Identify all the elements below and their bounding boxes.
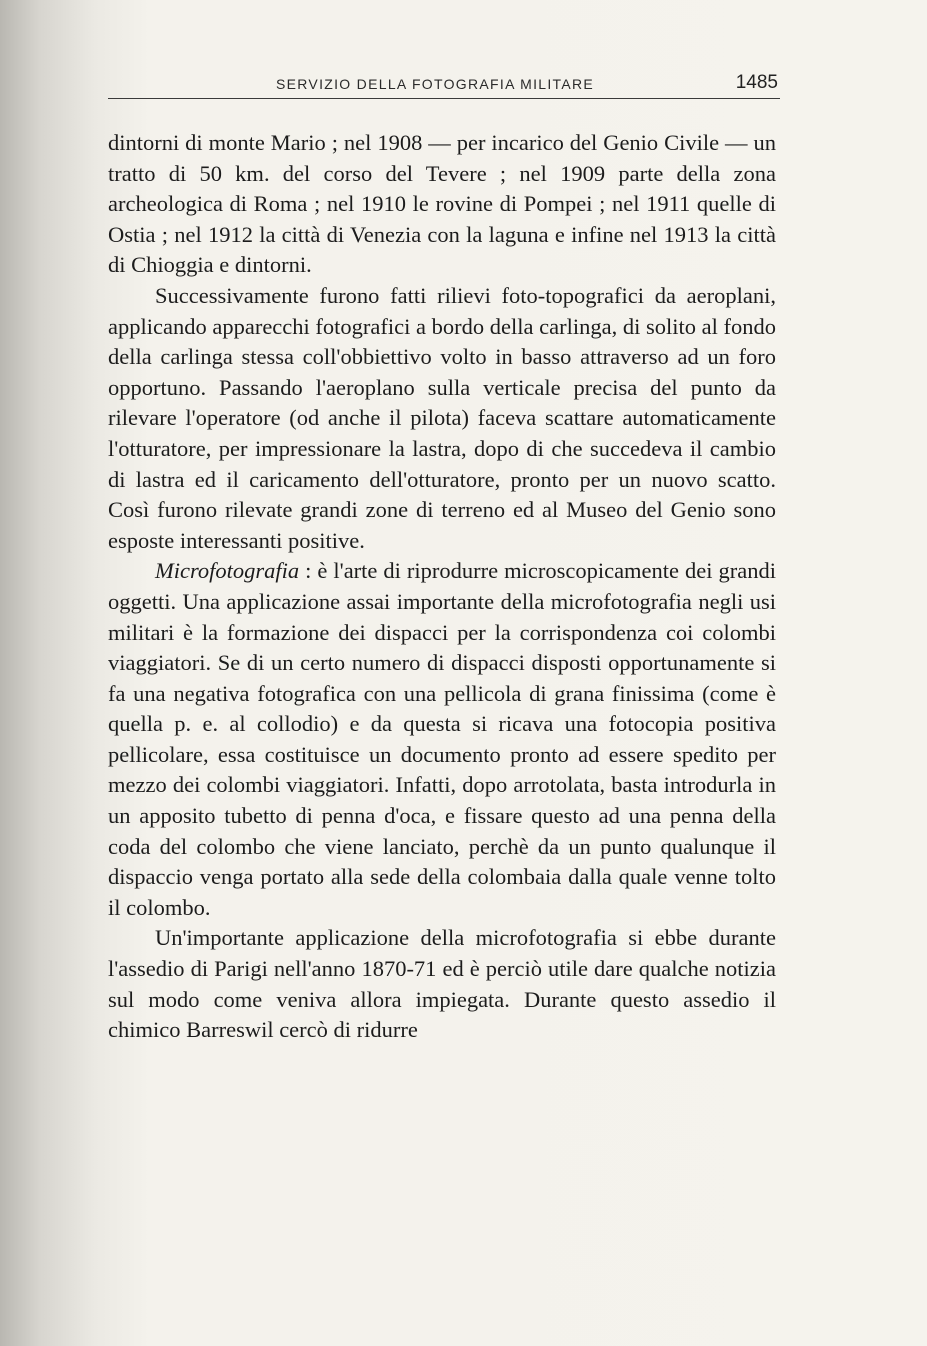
- header-rule: [108, 98, 780, 99]
- page-number: 1485: [735, 72, 778, 93]
- paragraph-1: dintorni di monte Mario ; nel 1908 — per incarico del Genio Civile — un tratto di 50 km. del corso del Tevere ; nel 1909 parte della zona archeologica di Roma ; nel 1910 le rovine di Pompei ; nel 1911 quelle di Ostia ; nel 1912 la città di Venezia con la laguna e infine nel 1913 la città di Chioggia e dintorni.: [108, 130, 776, 278]
- paragraph-3: [108, 556, 776, 923]
- page-header: [108, 72, 778, 98]
- paragraph-3-text: : è l'arte di riprodurre microscopicamente dei grandi oggetti. Una applicazione assai importante della microfotografia negli usi militari è la formazione dei dispacci per la corrispondenza coi colombi viaggiatori. Se di un certo numero di dispacci disposti opportunamente si fa una negativa fotografica con una pellicola di grana finissima (come è quella p. e. al collodio) e da questa si ricava una fotocopia positiva pellicolare, essa costituisce un documento pronto ad essere spedito per mezzo dei colombi viaggiatori. Infatti, dopo arrotolata, basta introdurla in un apposito tubetto di penna d'oca, e fissare questo ad una penna della coda del colombo che viene lanciato, perchè da un punto qualunque il dispaccio venga portato alla sede della colombaia dalla quale venne tolto il colombo.: [108, 558, 776, 920]
- paragraph-2: Successivamente furono fatti rilievi foto-topografici da aeroplani, applicando apparecchi fotografici a bordo della carlinga, di solito al fondo della carlinga stessa coll'obbiettivo volto in basso attraverso ad un foro opportuno. Passando l'aeroplano sulla verticale precisa del punto da rilevare l'operatore (od anche il pilota) faceva scattare automaticamente l'otturatore, per impressionare la lastra, dopo di che succedeva il cambio di lastra ed il caricamento dell'otturatore, pronto per un nuovo scatto. Così furono rilevate grandi zone di terreno ed al Museo del Genio sono esposte interessanti positive.: [108, 282, 776, 553]
- term-microfotografia: Microfotografia: [155, 558, 300, 584]
- paragraph-4: Un'importante applicazione della microfotografia si ebbe durante l'assedio di Parigi nell'anno 1870-71 ed è perciò utile dare qualche notizia sul modo come veniva allora impiegata. Durante questo assedio il chimico Barreswil cercò di ridurre: [108, 925, 776, 1043]
- running-head: SERVIZIO DELLA FOTOGRAFIA MILITARE: [276, 76, 595, 92]
- body-text: [108, 128, 776, 1046]
